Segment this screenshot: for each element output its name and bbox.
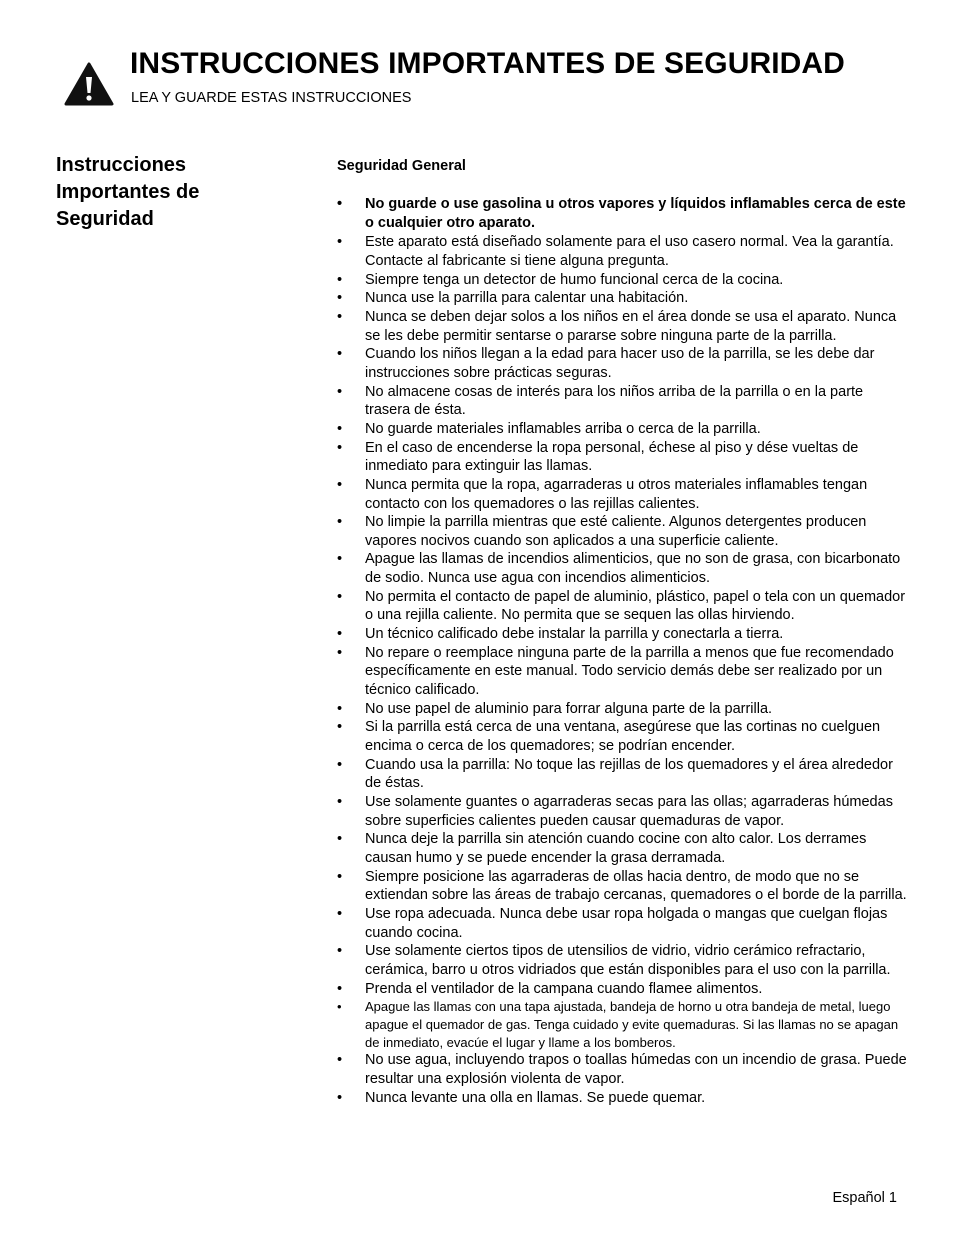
list-item: • Use solamente guantes o agarraderas secas para las ollas; agarraderas húmedas sobre superficies calientes pueden causar quemaduras de vapor. (337, 793, 907, 830)
list-item: • En el caso de encenderse la ropa personal, échese al piso y dése vueltas de inmediato para extinguir las llamas. (337, 439, 907, 476)
list-item: • No limpie la parrilla mientras que esté caliente. Algunos detergentes producen vapores nocivos cuando son aplicados a una superficie caliente. (337, 513, 907, 550)
page-subtitle: LEA Y GUARDE ESTAS INSTRUCCIONES (131, 90, 412, 106)
list-item: • No almacene cosas de interés para los niños arriba de la parrilla o en la parte trasera de ésta. (337, 383, 907, 420)
list-item: • Apague las llamas con una tapa ajustada, bandeja de horno u otra bandeja de metal, luego apague el quemador de gas. Tenga cuidado y evite quemaduras. Si las llamas no se apagan de inmediato, evacúe el lugar y llame a los bomberos. (337, 998, 907, 1051)
list-item: • No permita el contacto de papel de aluminio, plástico, papel o tela con un quemador o una rejilla caliente. No permita que se sequen las ollas hirviendo. (337, 588, 907, 625)
warning-triangle-icon (64, 62, 114, 106)
list-item: • No use papel de aluminio para forrar alguna parte de la parrilla. (337, 700, 907, 719)
section-heading: Seguridad General (337, 158, 466, 174)
list-item: • Use solamente ciertos tipos de utensilios de vidrio, vidrio cerámico refractario, cerámica, barro u otros vidriados que están disponibles para el uso con la parrilla. (337, 942, 907, 979)
list-item: • Este aparato está diseñado solamente para el uso casero normal. Vea la garantía. Contacte al fabricante si tiene alguna pregunta. (337, 233, 907, 270)
list-item: • Un técnico calificado debe instalar la parrilla y conectarla a tierra. (337, 625, 907, 644)
side-heading: Instrucciones Importantes de Seguridad (56, 154, 200, 230)
list-item: • Apague las llamas de incendios alimenticios, que no son de grasa, con bicarbonato de sodio. Nunca use agua con incendios alimenticios. (337, 550, 907, 587)
list-item: • Nunca levante una olla en llamas. Se puede quemar. (337, 1089, 907, 1108)
list-item: • Nunca permita que la ropa, agarraderas u otros materiales inflamables tengan contacto con los quemadores o las rejillas calientes. (337, 476, 907, 513)
list-item: • Nunca use la parrilla para calentar una habitación. (337, 289, 907, 308)
list-item: • Cuando usa la parrilla: No toque las rejillas de los quemadores y el área alrededor de éstas. (337, 756, 907, 793)
list-item: • Prenda el ventilador de la campana cuando flamee alimentos. (337, 980, 907, 999)
safety-list (337, 195, 907, 1107)
list-item: • No repare o reemplace ninguna parte de la parrilla a menos que fue recomendado específicamente en este manual. Todo servicio demás debe ser realizado por un técnico calificado. (337, 644, 907, 700)
list-item: • Siempre posicione las agarraderas de ollas hacia dentro, de modo que no se extiendan sobre las áreas de trabajo cercanas, quemadores o el borde de la parrilla. (337, 868, 907, 905)
list-item: • Siempre tenga un detector de humo funcional cerca de la cocina. (337, 271, 907, 290)
list-item: • Cuando los niños llegan a la edad para hacer uso de la parrilla, se les debe dar instrucciones sobre prácticas seguras. (337, 345, 907, 382)
list-item: • Nunca se deben dejar solos a los niños en el área donde se usa el aparato. Nunca se les debe permitir sentarse o pararse sobre ninguna parte de la parrilla. (337, 308, 907, 345)
page-title: INSTRUCCIONES IMPORTANTES DE SEGURIDAD (130, 47, 845, 80)
list-item: • No guarde materiales inflamables arriba o cerca de la parrilla. (337, 420, 907, 439)
page-number: Español 1 (832, 1190, 897, 1206)
list-item: • Use ropa adecuada. Nunca debe usar ropa holgada o mangas que cuelgan flojas cuando cocina. (337, 905, 907, 942)
list-item: • No guarde o use gasolina u otros vapores y líquidos inflamables cerca de este o cualquier otro aparato. (337, 195, 907, 232)
list-item: • Si la parrilla está cerca de una ventana, asegúrese que las cortinas no cuelguen encima o cerca de los quemadores; se podrían encender. (337, 718, 907, 755)
list-item: • No use agua, incluyendo trapos o toallas húmedas con un incendio de grasa. Puede resultar una explosión violenta de vapor. (337, 1051, 907, 1088)
list-item: • Nunca deje la parrilla sin atención cuando cocine con alto calor. Los derrames causan humo y se puede encender la grasa derramada. (337, 830, 907, 867)
